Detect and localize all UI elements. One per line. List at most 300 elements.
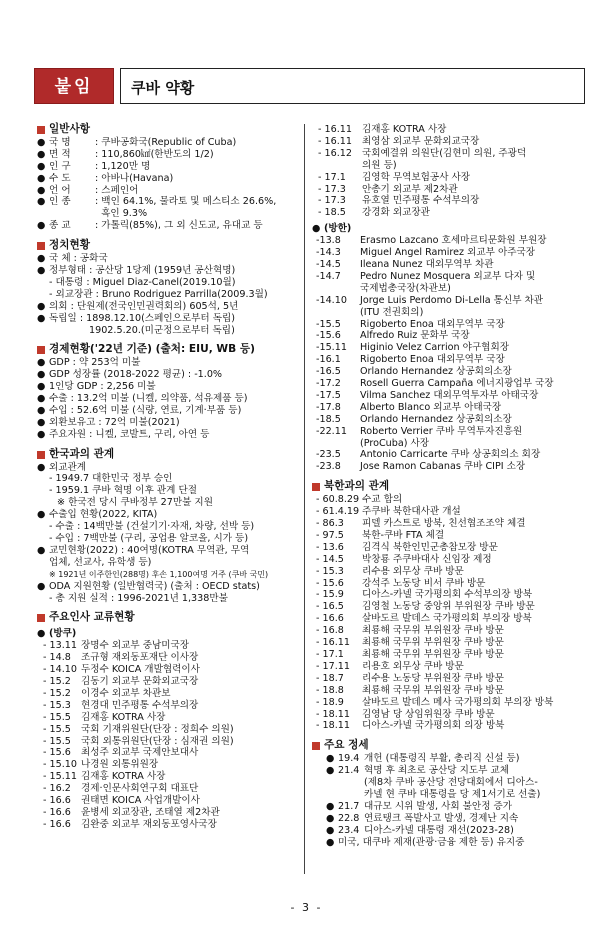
item-text: Roberto Verrier 쿠바 무역투자진흥원 xyxy=(360,425,523,437)
general-info-list xyxy=(37,137,299,232)
list-item xyxy=(37,161,299,173)
main-situation-list xyxy=(312,753,580,848)
item-key: 종 교 xyxy=(49,220,71,232)
item-text: 살바도르 발데스 메사 국가평의회 부의장 방북 xyxy=(362,696,554,708)
list-item xyxy=(37,736,299,748)
list-item: - 1959.1 쿠바 혁명 이후 관계 단절 xyxy=(49,485,198,497)
item-text: 최룡해 국무위 부위원장 쿠바 방문 xyxy=(362,625,504,637)
list-item xyxy=(37,429,299,441)
item-text: 살바도르 발데스 국가평의회 부의장 방북 xyxy=(362,613,532,625)
item-text: 리수용 노동당 부위원장 쿠바 방문 xyxy=(362,672,504,684)
item-text: 김재홍 KOTRA 사장 xyxy=(81,711,166,723)
item-date: - 17.1 xyxy=(318,171,346,183)
list-item: ● 의회 : 단원제(전국인민권력회의) 605석, 5년 xyxy=(37,300,239,312)
item-date: - 18.7 xyxy=(316,672,344,684)
section-heading: 주요인사 교류현황 xyxy=(37,612,299,624)
item-date: - 17.3 xyxy=(318,195,346,207)
item-text: Alfredo Ruiz 문화부 국장 xyxy=(360,330,470,342)
item-date xyxy=(318,160,362,172)
square-bullet-icon xyxy=(37,451,45,459)
item-text: 김완중 외교부 재외동포영사국장 xyxy=(81,818,217,830)
list-item xyxy=(37,712,299,724)
section-heading: 경제현황('22년 기준) (출처: EIU, WB 등) xyxy=(37,344,299,356)
list-item xyxy=(37,640,299,652)
item-date: - 15.5 xyxy=(43,735,71,747)
item-key: 국 명 xyxy=(49,136,71,148)
visits-continued-list xyxy=(312,124,580,219)
item-date: -23.8 xyxy=(316,461,341,473)
list-item: ● 외교관계 xyxy=(37,461,87,473)
list-item xyxy=(37,381,299,393)
item-text: Orlando Hernandez 상공회의소장 xyxy=(360,366,512,378)
item-text: (ProCuba) 사장 xyxy=(360,437,430,449)
item-text: 1인당 GDP : 2,256 미불 xyxy=(49,381,156,393)
item-date: - 15.3 xyxy=(43,699,71,711)
list-item xyxy=(312,637,580,649)
item-date: - 13.11 xyxy=(43,640,77,652)
list-item xyxy=(312,765,580,777)
list-item xyxy=(37,417,299,429)
bullet-icon: ● xyxy=(37,172,46,184)
list-item xyxy=(312,184,580,196)
item-date: -14.10 xyxy=(316,294,347,306)
list-item xyxy=(312,207,580,219)
list-item: ● 정부형태 : 공산당 1당제 (1959년 공산혁명) xyxy=(37,264,236,276)
item-text: (ITU 전권회의) xyxy=(360,306,424,318)
item-value: 쿠바공화국(Republic of Cuba) xyxy=(101,136,237,148)
item-date: 21.4 xyxy=(338,765,360,777)
item-date: -15.5 xyxy=(316,318,341,330)
item-text: Rigoberto Enoa 대외무역부 국장 xyxy=(360,354,505,366)
item-text: 김영철 노동당 중앙위 부위원장 쿠바 방문 xyxy=(362,601,535,613)
title-box xyxy=(120,68,585,104)
item-date: - 16.6 xyxy=(43,806,71,818)
item-text: 김영학 무역보험공사 사장 xyxy=(362,171,471,183)
item-date: - 15.11 xyxy=(43,771,77,783)
list-item: ● ODA 지원현황 (일반협력국) (출처 : OECD stats) xyxy=(37,580,260,592)
item-date: - 16.6 xyxy=(43,795,71,807)
list-item xyxy=(312,402,580,414)
item-date: - 14.10 xyxy=(43,664,77,676)
section-heading: 주요 정세 xyxy=(312,740,580,752)
list-item xyxy=(312,673,580,685)
item-text: 김재홍 KOTRA 사장 xyxy=(362,124,447,135)
list-item xyxy=(37,795,299,807)
item-text: 권태면 KOICA 사업개발이사 xyxy=(81,795,200,807)
item-text: Higinio Velez Carrion 야구협회장 xyxy=(360,342,509,354)
item-date: - 17.3 xyxy=(318,183,346,195)
list-item: ※ 1921년 이주한인(288명) 후손 1,100여명 거주 (쿠바 국민) xyxy=(49,569,269,579)
list-item xyxy=(312,777,580,789)
right-column xyxy=(312,124,580,848)
item-key: 수 도 xyxy=(49,172,71,184)
colon: : xyxy=(95,172,102,184)
item-text: 개헌 (대통령직 부활, 총리직 신설 등) xyxy=(364,753,520,765)
list-item: ※ 한국전 당시 쿠바정부 27만불 지원 xyxy=(57,497,213,509)
item-key: 언 어 xyxy=(49,184,71,196)
item-text: 최영삼 외교부 문화외교국장 xyxy=(362,135,480,147)
list-item xyxy=(37,357,299,369)
list-item xyxy=(312,148,580,160)
list-item: - 수입 : 7백만불 (구리, 공업용 알코올, 시가 등) xyxy=(49,533,249,544)
list-item xyxy=(37,652,299,664)
item-text: 수교 합의 xyxy=(362,494,403,506)
bullet-icon: ● xyxy=(37,357,46,369)
item-text: Jorge Luis Perdomo Di-Lella 통신부 차관 xyxy=(360,294,544,306)
item-text: Rigoberto Enoa 대외무역부 국장 xyxy=(360,318,505,330)
item-text: Pedro Nunez Mosquera 외교부 다자 및 xyxy=(360,270,536,282)
list-item xyxy=(312,554,580,566)
bullet-icon: ● xyxy=(37,184,46,196)
list-item xyxy=(312,195,580,207)
item-text: 김격식 북한인민군총참모장 방문 xyxy=(362,541,498,553)
colon: : xyxy=(95,220,102,232)
page-number: - 3 - xyxy=(290,901,323,914)
item-date: - 16.6 xyxy=(316,613,344,625)
list-item xyxy=(312,342,580,354)
item-date: -18.5 xyxy=(316,413,341,425)
list-item: - 수출 : 14백만불 (건설기기·자재, 차량, 선박 등) xyxy=(49,521,255,533)
list-item xyxy=(312,494,580,506)
list-item xyxy=(37,173,299,185)
subheading: ● (방한) xyxy=(312,223,352,235)
item-text: 강석주 노동당 비서 쿠바 방문 xyxy=(362,577,486,589)
item-text: 의원 등) xyxy=(362,159,397,171)
visits-list xyxy=(37,640,299,831)
item-text: Jose Ramon Cabanas 쿠바 CIPI 소장 xyxy=(360,461,526,473)
list-item xyxy=(312,449,580,461)
to-korea-list xyxy=(312,235,580,473)
item-value: 아바나(Havana) xyxy=(101,172,174,184)
list-item xyxy=(312,283,580,295)
item-text: 카넬 현 쿠바 대통령을 당 제1서기로 선출) xyxy=(364,788,541,800)
bullet-icon: ● xyxy=(326,836,335,848)
item-date: - 13.6 xyxy=(316,541,344,553)
item-date: -14.3 xyxy=(316,247,341,259)
item-text: 디아스-카넬 대통령 재선(2023-28) xyxy=(364,824,514,836)
bullet-icon: ● xyxy=(326,824,335,836)
list-item xyxy=(37,405,299,417)
item-value: 흑인 9.3% xyxy=(101,208,148,220)
economy-list xyxy=(37,357,299,440)
item-key: 인 종 xyxy=(49,196,71,208)
list-item xyxy=(312,172,580,184)
item-date: - 17.11 xyxy=(316,660,350,672)
item-key xyxy=(49,208,95,220)
list-item xyxy=(312,438,580,450)
section-heading: 일반사항 xyxy=(37,124,299,136)
list-item xyxy=(312,160,580,172)
list-item xyxy=(37,137,299,149)
item-text: 나경원 외통위원장 xyxy=(81,759,159,771)
item-date: - 16.8 xyxy=(316,625,344,637)
list-item xyxy=(312,649,580,661)
bullet-icon: ● xyxy=(326,812,335,824)
item-date: - 16.11 xyxy=(316,637,350,649)
section-heading: 정치현황 xyxy=(37,240,299,252)
list-item xyxy=(312,697,580,709)
list-item xyxy=(312,589,580,601)
item-text: 수입 : 52.6억 미불 (식량, 연료, 기계·부품 등) xyxy=(49,404,242,416)
item-text: 박창룡 주쿠바대사 신임장 제정 xyxy=(362,553,492,565)
item-date: -16.5 xyxy=(316,366,341,378)
list-item xyxy=(312,506,580,518)
item-date: - 16.5 xyxy=(316,601,344,613)
list-item xyxy=(37,664,299,676)
item-date: -17.8 xyxy=(316,401,341,413)
item-text: Orlando Hernandez 상공회의소장 xyxy=(360,413,512,425)
item-text: 북한-쿠바 FTA 체결 xyxy=(362,529,445,541)
left-column xyxy=(37,124,299,831)
subheading: ● (방쿠) xyxy=(37,628,77,640)
item-text: Alberto Blanco 외교부 아태국장 xyxy=(360,401,502,413)
item-text: 현경대 민주평통 수석부의장 xyxy=(81,699,199,711)
item-text: 국제법총국장(차관보) xyxy=(360,282,451,294)
list-item xyxy=(312,542,580,554)
item-text: 피델 카스트로 방북, 친선협조조약 체결 xyxy=(362,518,526,529)
item-value: 1,120만 명 xyxy=(101,160,151,172)
item-text: 경제·인문사회연구회 대표단 xyxy=(81,783,199,795)
list-item xyxy=(312,124,580,136)
list-item xyxy=(312,461,580,473)
list-item: 1902.5.20.(미군정으로부터 독립) xyxy=(89,324,235,336)
item-date: - 18.11 xyxy=(316,708,350,720)
list-item: ● 수출입 현황(2022, KITA) xyxy=(37,509,158,521)
list-item xyxy=(37,700,299,712)
item-date: - 17.1 xyxy=(316,648,344,660)
list-item xyxy=(37,208,299,220)
list-item: - 1949.7 대한민국 정부 승인 xyxy=(49,473,173,485)
list-item xyxy=(312,685,580,697)
list-item: 업체, 선교사, 유학생 등) xyxy=(49,556,152,568)
item-date: - 15.2 xyxy=(43,675,71,687)
item-date xyxy=(316,438,360,450)
list-item xyxy=(312,661,580,673)
bullet-icon: ● xyxy=(37,428,46,440)
list-item: - 총 지원 실적 : 1996-2021년 1,338만불 xyxy=(49,592,228,604)
item-text: GDP : 약 253억 미불 xyxy=(49,357,141,369)
item-date: - 15.10 xyxy=(43,759,77,771)
item-date: - 16.2 xyxy=(43,783,71,795)
item-text: 유호열 민주평통 수석부의장 xyxy=(362,195,480,207)
bullet-icon: ● xyxy=(37,148,46,160)
colon: : xyxy=(95,148,102,160)
list-item xyxy=(37,220,299,232)
column-divider xyxy=(304,124,305,874)
list-item xyxy=(312,813,580,825)
bullet-icon: ● xyxy=(37,404,46,416)
item-text: Ileana Nunez 대외무역부 차관 xyxy=(360,258,494,270)
list-item xyxy=(37,771,299,783)
item-date: 19.4 xyxy=(338,753,360,765)
item-value: 백인 64.1%, 물라토 및 메스티소 26.6%, xyxy=(101,196,277,208)
list-item xyxy=(312,530,580,542)
item-date: - 15.6 xyxy=(43,747,71,759)
item-date: - 14.5 xyxy=(316,553,344,565)
item-date: - 15.5 xyxy=(43,711,71,723)
list-item xyxy=(312,566,580,578)
item-text: 김동기 외교부 문화외교국장 xyxy=(81,675,199,687)
list-item xyxy=(37,688,299,700)
square-bullet-icon xyxy=(37,346,45,354)
list-item xyxy=(312,271,580,283)
list-item xyxy=(37,369,299,381)
bullet-icon xyxy=(37,208,49,220)
item-date: - 61.4.19 xyxy=(316,506,360,518)
list-item xyxy=(312,319,580,331)
item-date: -13.8 xyxy=(316,235,341,247)
list-item xyxy=(312,414,580,426)
item-date: - 16.12 xyxy=(318,147,352,159)
list-item xyxy=(37,819,299,831)
list-item xyxy=(312,720,580,732)
item-text: 최룡해 국무위 부위원장 쿠바 방문 xyxy=(362,684,504,696)
list-item xyxy=(37,149,299,161)
square-bullet-icon xyxy=(312,483,320,491)
page-header xyxy=(34,68,585,104)
bullet-icon: ● xyxy=(326,753,335,765)
item-date: - 16.11 xyxy=(318,135,352,147)
page-title: 쿠바 약황 xyxy=(131,79,195,97)
colon: : xyxy=(95,136,102,148)
colon: : xyxy=(95,184,102,196)
list-item xyxy=(37,783,299,795)
list-item xyxy=(312,825,580,837)
list-item xyxy=(37,724,299,736)
list-item xyxy=(312,235,580,247)
item-date: -15.11 xyxy=(316,342,347,354)
list-item xyxy=(37,676,299,688)
item-text: 디아스-카넬 국가평의회 수석부의장 방북 xyxy=(362,589,533,601)
item-text: 이경수 외교부 차관보 xyxy=(81,687,171,699)
item-date: -17.5 xyxy=(316,389,341,401)
item-date: - 15.2 xyxy=(43,687,71,699)
bullet-icon: ● xyxy=(37,220,46,232)
item-text: Erasmo Lazcano 호세마르티문화원 부원장 xyxy=(360,235,547,247)
item-value: 110,860㎢(한반도의 1/2) xyxy=(101,148,214,160)
list-item xyxy=(312,366,580,378)
item-text: 주쿠바 북한대사관 개설 xyxy=(362,506,461,518)
bullet-icon: ● xyxy=(326,765,335,777)
list-item xyxy=(37,393,299,405)
list-item xyxy=(312,801,580,813)
item-date: - 15.5 xyxy=(43,723,71,735)
appendix-tag: 붙임 xyxy=(34,68,114,104)
item-value: 가톨릭(85%), 그 외 신도교, 유대교 등 xyxy=(101,220,263,232)
list-item xyxy=(37,185,299,197)
item-date: - 18.5 xyxy=(318,207,346,219)
list-item xyxy=(312,518,580,530)
item-text: Vilma Sanchez 대외무역투자부 아태국장 xyxy=(360,389,539,401)
list-item xyxy=(37,747,299,759)
list-item xyxy=(312,307,580,319)
list-item xyxy=(312,354,580,366)
item-date: - 18.8 xyxy=(316,684,344,696)
item-text: 외환보유고 : 72억 미불(2021) xyxy=(49,416,180,428)
item-date: -15.6 xyxy=(316,330,341,342)
section-heading: 북한과의 관계 xyxy=(312,481,580,493)
item-text: 최룡해 국무위 부위원장 쿠바 방문 xyxy=(362,637,504,649)
list-item xyxy=(312,136,580,148)
item-date: - 16.6 xyxy=(43,818,71,830)
item-text: 두정수 KOICA 개발협력이사 xyxy=(81,664,200,676)
item-text: 연료탱크 폭발사고 발생, 경제난 지속 xyxy=(364,812,519,824)
bullet-icon: ● xyxy=(37,136,46,148)
item-date: - 86.3 xyxy=(316,518,344,529)
item-text: 국회 외통위원단(단장 : 심재권 의원) xyxy=(81,735,234,747)
item-date: - 15.9 xyxy=(316,589,344,601)
item-text: 국회 기재위원단(단장 : 정희수 의원) xyxy=(81,723,234,735)
list-item xyxy=(37,807,299,819)
bullet-icon: ● xyxy=(37,160,46,172)
square-bullet-icon xyxy=(37,126,45,134)
item-date: - 97.5 xyxy=(316,529,344,541)
list-item xyxy=(312,789,580,801)
item-date: 23.4 xyxy=(338,824,360,836)
item-date: - 60.8.29 xyxy=(316,494,360,506)
item-text: 미국, 대쿠바 제재(관광·금융 제한 등) 유지중 xyxy=(338,836,525,848)
list-item: ● 국 체 : 공화국 xyxy=(37,253,108,265)
item-text: Miguel Angel Ramirez 외교부 아주국장 xyxy=(360,247,536,259)
item-text: 리용호 외무상 쿠바 방문 xyxy=(362,660,464,672)
list-item xyxy=(312,295,580,307)
item-date: - 14.8 xyxy=(43,652,71,664)
item-text: 수출 : 13.2억 미불 (니켈, 의약품, 석유제품 등) xyxy=(49,393,248,405)
list-item xyxy=(312,709,580,721)
item-date: -14.7 xyxy=(316,270,341,282)
section-heading: 한국과의 관계 xyxy=(37,449,299,461)
bullet-icon: ● xyxy=(37,369,46,381)
item-text: 대규모 시위 발생, 사회 불안정 증가 xyxy=(364,800,513,812)
list-item xyxy=(312,837,580,849)
item-key: 인 구 xyxy=(49,160,71,172)
colon: : xyxy=(95,196,102,208)
item-text: 디아스-카넬 국가평의회 의장 방북 xyxy=(362,720,505,732)
list-item xyxy=(312,578,580,590)
item-text: 장명수 외교부 중남미국장 xyxy=(81,640,190,652)
item-text: 국회예결위 의원단(김현미 의원, 주광덕 xyxy=(362,147,527,159)
item-text: 김재홍 KOTRA 사장 xyxy=(81,771,166,783)
item-text: 김영남 당 상임위원장 쿠바 방문 xyxy=(362,708,495,720)
list-item xyxy=(312,259,580,271)
item-date xyxy=(316,307,360,319)
item-date: - 16.11 xyxy=(318,124,352,135)
bullet-icon: ● xyxy=(37,196,46,208)
square-bullet-icon xyxy=(37,614,45,622)
list-item xyxy=(312,753,580,765)
item-text: 강경화 외교장관 xyxy=(362,207,430,219)
item-text: 혁명 후 최초로 공산당 지도부 교체 xyxy=(364,765,509,777)
square-bullet-icon xyxy=(312,742,320,750)
item-text: 조규형 재외동포재단 이사장 xyxy=(81,652,199,664)
bullet-icon: ● xyxy=(37,381,46,393)
list-item xyxy=(312,330,580,342)
list-item xyxy=(312,390,580,402)
item-date: 22.8 xyxy=(338,812,360,824)
list-item xyxy=(312,613,580,625)
item-date: -22.11 xyxy=(316,425,347,437)
north-korea-list xyxy=(312,494,580,732)
item-date: 21.7 xyxy=(338,800,360,812)
list-item: - 대통령 : Miguel Diaz-Canel(2019.10월) xyxy=(49,276,236,288)
item-date: - 18.11 xyxy=(316,720,350,732)
item-key: 면 적 xyxy=(49,148,71,160)
list-item xyxy=(312,378,580,390)
item-date xyxy=(316,283,360,295)
list-item xyxy=(37,759,299,771)
item-text: (제8차 쿠바 공산당 전당대회에서 디아스- xyxy=(364,777,538,789)
list-item xyxy=(37,196,299,208)
